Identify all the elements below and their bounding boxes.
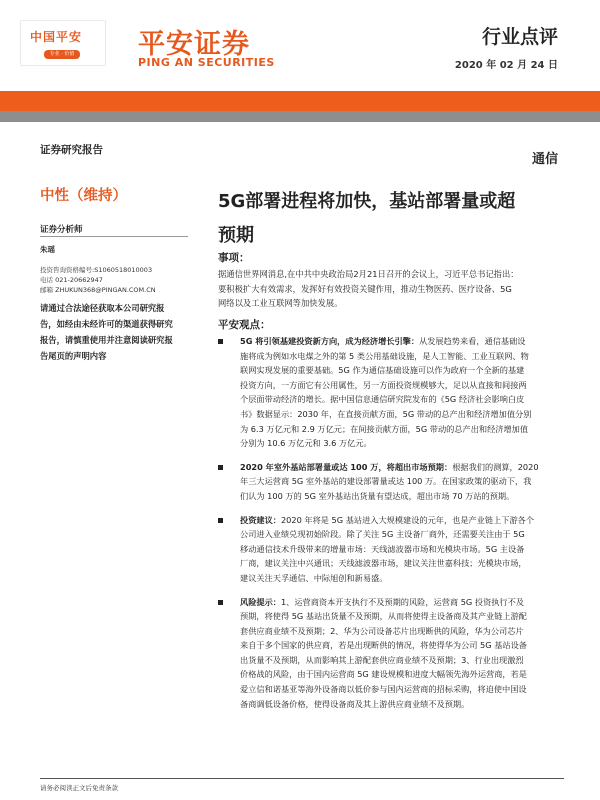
document-type: 行业点评 bbox=[481, 26, 558, 48]
list-item: 投资建议：2020 年将是 5G 基站进入大规模建设的元年，也是产业链上下游各个 公司进入业绩兑现初始阶段。除了关注 5G 主设备厂商外，还需要关注由于 5G 移动通信技术升级带来的增量市场：天线滤波器市场和光模块市场。5G 主设备 厂商，建议关注中兴通讯；天线滤波器市场，建议关注世嘉科技；光模块市场， 建议关注天孚通信、中际旭创和新易盛。 bbox=[218, 513, 568, 586]
header-grey-band bbox=[0, 111, 600, 122]
list-item: 5G 将引领基建投资新方向，成为经济增长引擎：从发展趋势来看，通信基础设 施将成为例如水电煤之外的第 5 类公用基础设施，是人工智能、工业互联网、物 联网实现发展的重要基础。5G 作为通信基础设施可以作为政府一个全新的基建 投资方向，一方面它有公用属性，另一方面投资规模够大，足以从直接和间接两 个层面带动经济的增长。据中国信息通信研究院发布的《5G 经济社会影响白皮 书》数据显示：2030 年，在直接贡献方面，5G 带动的总产出和经济增加值分别 为 6.3 万亿元和 2.9 万亿元；在间接贡献方面，5G 带动的总产出和经济增加值 分别为 10.6 万亿元和 3.6 万亿元。 bbox=[218, 334, 568, 451]
list-item: 2020 年室外基站部署量或达 100 万，将超出市场预期：根据我们的测算，2020 年三大运营商 5G 室外基站的建设部署量或达 100 万。在国家政策的驱动下，我 们认为 100 万的 5G 室外基站出货量有望达成，超出市场 70 万站的预期。 bbox=[218, 460, 568, 504]
logo-tagline: 专业 · 价值 bbox=[44, 50, 80, 59]
bullet-square-icon bbox=[218, 465, 223, 470]
header-accent-band bbox=[0, 91, 600, 111]
analyst-name: 朱瑶 bbox=[40, 245, 55, 254]
analyst-cert: 投资咨询资格编号:S1060518010003 bbox=[40, 266, 153, 274]
analyst-email: 邮箱 ZHUKUN368@PINGAN.COM.CN bbox=[40, 286, 156, 294]
report-date: 2020 年 02 月 24 日 bbox=[454, 60, 558, 71]
footer-disclaimer: 请务必阅读正文后免责条款 bbox=[40, 784, 118, 792]
usage-warning: 请通过合法途径获取本公司研究报 告，如经由未经许可的渠道获得研究 报告，请慎重使用并注意阅读研究报 告尾页的声明内容 bbox=[40, 303, 173, 361]
divider bbox=[40, 236, 188, 237]
report-label: 证券研究报告 bbox=[40, 144, 103, 156]
analyst-phone: 电话 021-20662947 bbox=[40, 276, 103, 284]
event-paragraph: 据通信世界网消息,在中共中央政治局2月21日召开的会议上，习近平总书记指出： 要积极扩大有效需求，发挥好有效投资关键作用，推动生物医药、医疗设备、5G 网络以及工业互联网等加快发展。 bbox=[218, 269, 519, 309]
viewpoint-list bbox=[218, 334, 568, 720]
report-title: 5G部署进程将加快，基站部署量或超 预期 bbox=[218, 191, 516, 246]
footer-divider bbox=[40, 778, 564, 779]
brand-name-cn: 平安证券 bbox=[138, 29, 250, 60]
company-logo: 中国平安 bbox=[30, 30, 83, 44]
analyst-label: 证券分析师 bbox=[40, 225, 83, 235]
list-item: 风险提示：1、运营商资本开支执行不及预期的风险，运营商 5G 投资执行不及 预期，将使得 5G 基站出货量不及预期，从而将使得主设备商及其产业链上游配 套供应商业绩不及预期；2、华为公司设备芯片出现断供的风险，华为公司芯片 来自于多个国家的供应商，若是出现断供的情况，将使得华为公司 5G 基站设备 出货量不及预期，从而影响其上游配套供应商业绩不及预期；3、行业出现激烈 价格战的风险，由于国内运营商 5G 建设规模和进度大幅领先海外运营商，若是 爱立信和诺基亚等海外设备商以低价参与国内运营商的招标采购，将迫使中国设 备商调低设备价格，使得设备商及其上游供应商业绩不及预期。 bbox=[218, 595, 568, 712]
rating: 中性（维持） bbox=[40, 188, 127, 204]
bullet-square-icon bbox=[218, 518, 223, 523]
bullet-square-icon bbox=[218, 600, 223, 605]
bullet-square-icon bbox=[218, 339, 223, 344]
brand-name-en: PING AN SECURITIES bbox=[138, 56, 275, 69]
sector-label: 通信 bbox=[531, 152, 558, 167]
viewpoint-heading: 平安观点： bbox=[218, 319, 271, 331]
event-heading: 事项： bbox=[218, 252, 250, 264]
